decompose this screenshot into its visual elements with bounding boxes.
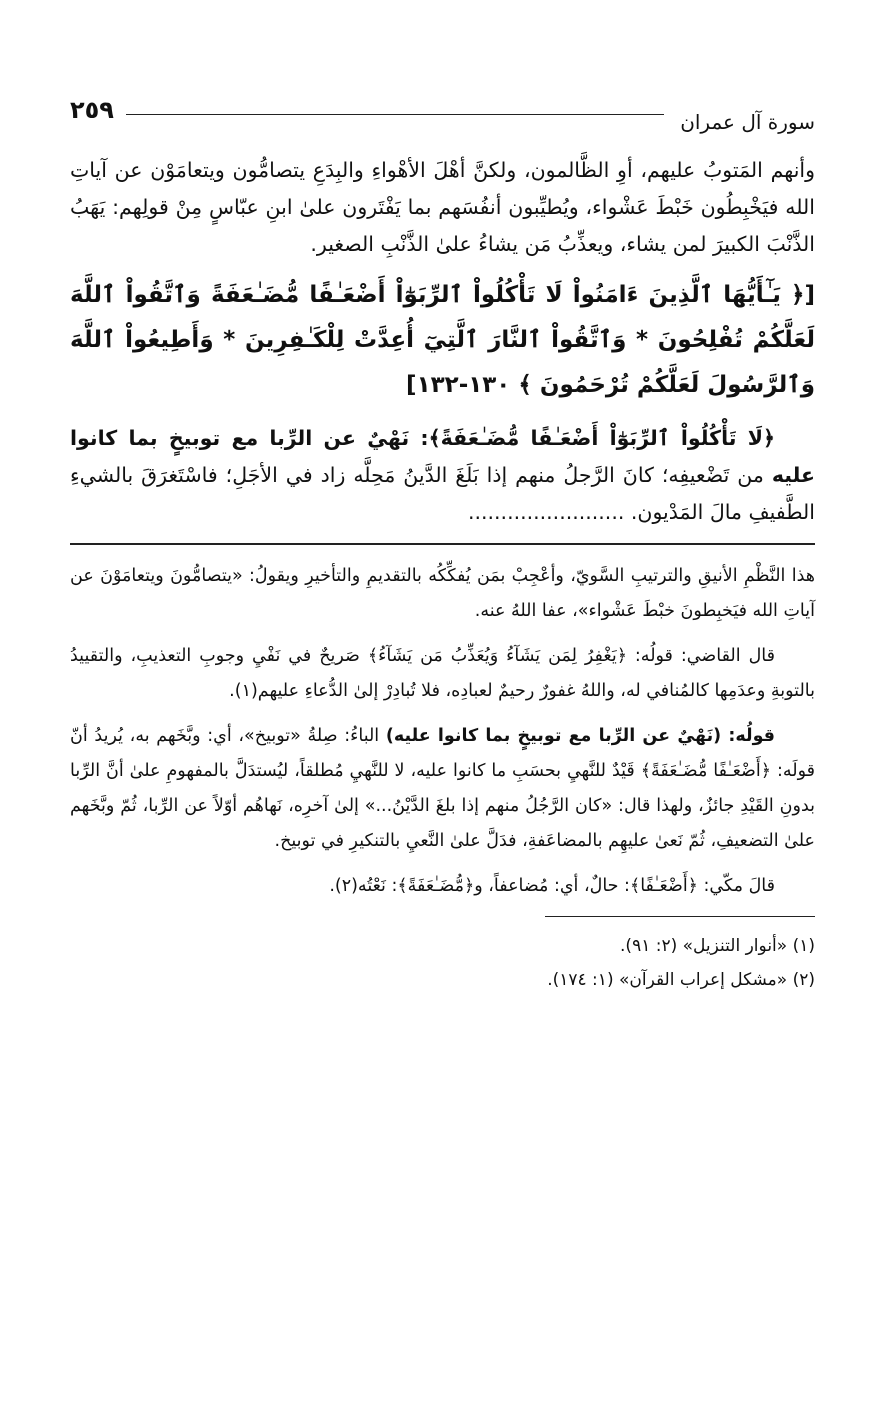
header-rule: [126, 114, 664, 115]
book-page: [70, 96, 815, 997]
gloss-paragraph-4: قالَ مكّي: ﴿أَضْعَـٰفًا﴾: حالٌ، أي: مُضاعفاً، و﴿مُّضَـٰعَفَةً﴾: نَعْتُه(٢).: [329, 876, 775, 896]
commentary-paragraph: [70, 420, 815, 531]
commentary-text: من تَضْعيفِه؛ كانَ الرَّجلُ منهم إذا بَلَغَ الدَّينُ مَحِلَّه زاد في الأجَلِ؛ فاسْتَغرَقَ بالشيءِ الطَّفيفِ مالَ المَدْيون. ........................: [70, 463, 815, 524]
page-header: [70, 96, 815, 144]
gloss-paragraph-3-text: الباءُ: صِلةُ «توبيخ»، أي: وبَّخَهم به، يُريدُ أنّ قولَه: ﴿أَضْعَـٰفًا مُّضَـٰعَفَةً﴾ قَيْدٌ للنَّهيِ بحسَبِ ما كانوا عليه، لا للنَّهيِ مُطلقاً، ليُستدَلَّ بالمفهومِ علىٰ أنَّ الرِّبا بدونِ القَيْدِ جائزٌ، ولهذا قال: «كان الرَّجُلُ منهم إذا بلغَ الدَّيْنُ...» إلىٰ آخرِه، نَهاهُم أوّلاً عن الرِّبا، ثُمّ وبَّخَهم علىٰ التضعيفِ، ثُمّ نَعىٰ عليهِم بالمضاعَفةِ، فدَلَّ علىٰ النَّعيِ بالتنكيرِ في توبيخ.: [70, 726, 815, 851]
main-text: وأنهم المَتوبُ عليهم، أوِ الظَّالمون، ولكنَّ أهْلَ الأهْواءِ والبِدَعِ يتصامُّون ويتعامَوْن عن آياتِ الله فيَخْبِطُون خَبْطَ عَشْواء، ويُطيِّبون أنفُسَهم بما يَفْتَرون علىٰ ابنِ عبّاسٍ مِنْ قولِهم: يَهَبُ الذَّنْبَ الكبيرَ لمن يشاء، ويعذِّبُ مَن يشاءُ علىٰ الذَّنْبِ الصغير.: [70, 158, 815, 256]
gloss-quoted-phrase: قولُه: (نَهْيٌ عن الرِّبا مع توبيخٍ بما كانوا عليه): [385, 726, 775, 746]
footnote-2: (٢) «مشكل إعراب القرآن» (١: ١٧٤).: [547, 970, 815, 990]
main-divider: [70, 543, 815, 545]
commentary-verse-reference: ﴿لَا تَأْكُلُواْ ٱلرِّبَوٰٓاْ أَضْعَـٰفًا مُّضَـٰعَفَةً﴾: نَهْيٌ عن الرِّبا مع توبيخٍ بما كانوا عليه: [70, 426, 815, 487]
quran-verses: [﴿ يَـٰٓأَيُّهَا ٱلَّذِينَ ءَامَنُواْ لَا تَأْكُلُواْ ٱلرِّبَوٰٓاْ أَضْعَـٰفًا مُّضَـٰعَفَةً وَٱتَّقُواْ ٱللَّهَ لَعَلَّكُمْ تُفْلِحُونَ * وَٱتَّقُواْ ٱلنَّارَ ٱلَّتِيٓ أُعِدَّتْ لِلْكَـٰفِرِينَ * وَأَطِيعُواْ ٱللَّهَ وَٱلرَّسُولَ لَعَلَّكُمْ تُرْحَمُونَ ﴾ ١٣٠-١٣٢]: [70, 282, 815, 398]
page-number: ٢٥٩: [70, 96, 114, 124]
gloss-paragraph-1: هذا النَّظْمِ الأنيقِ والترتيبِ السَّويّ، وأعْجِبْ بمَن يُفكِّكُه بالتقديمِ والتأخيرِ ويقولُ: «يتصامُّونَ ويتعامَوْنَ عن آياتِ الله فيَخبِطونَ خبْطَ عَشْواء»، عفا اللهُ عنه.: [70, 566, 815, 621]
surah-name: سورة آل عمران: [680, 110, 815, 134]
footnote-divider: [545, 916, 815, 917]
gloss-paragraph-2: قال القاضي: قولُه: ﴿يَغْفِرُ لِمَن يَشَآءُ وَيُعَذِّبُ مَن يَشَآءُ﴾ صَريحٌ في نَفْيِ وجوبِ التعذيبِ، والتقييدُ بالتوبةِ وعدَمِها كالمُنافي له، واللهُ غفورٌ رحيمٌ لعبادِه، فلا تُبادِرْ إلىٰ الدُّعاءِ عليهم(١).: [70, 646, 815, 701]
gloss-paragraph-3: [70, 719, 815, 859]
footnote-1: (١) «أنوار التنزيل» (٢: ٩١).: [620, 936, 815, 956]
